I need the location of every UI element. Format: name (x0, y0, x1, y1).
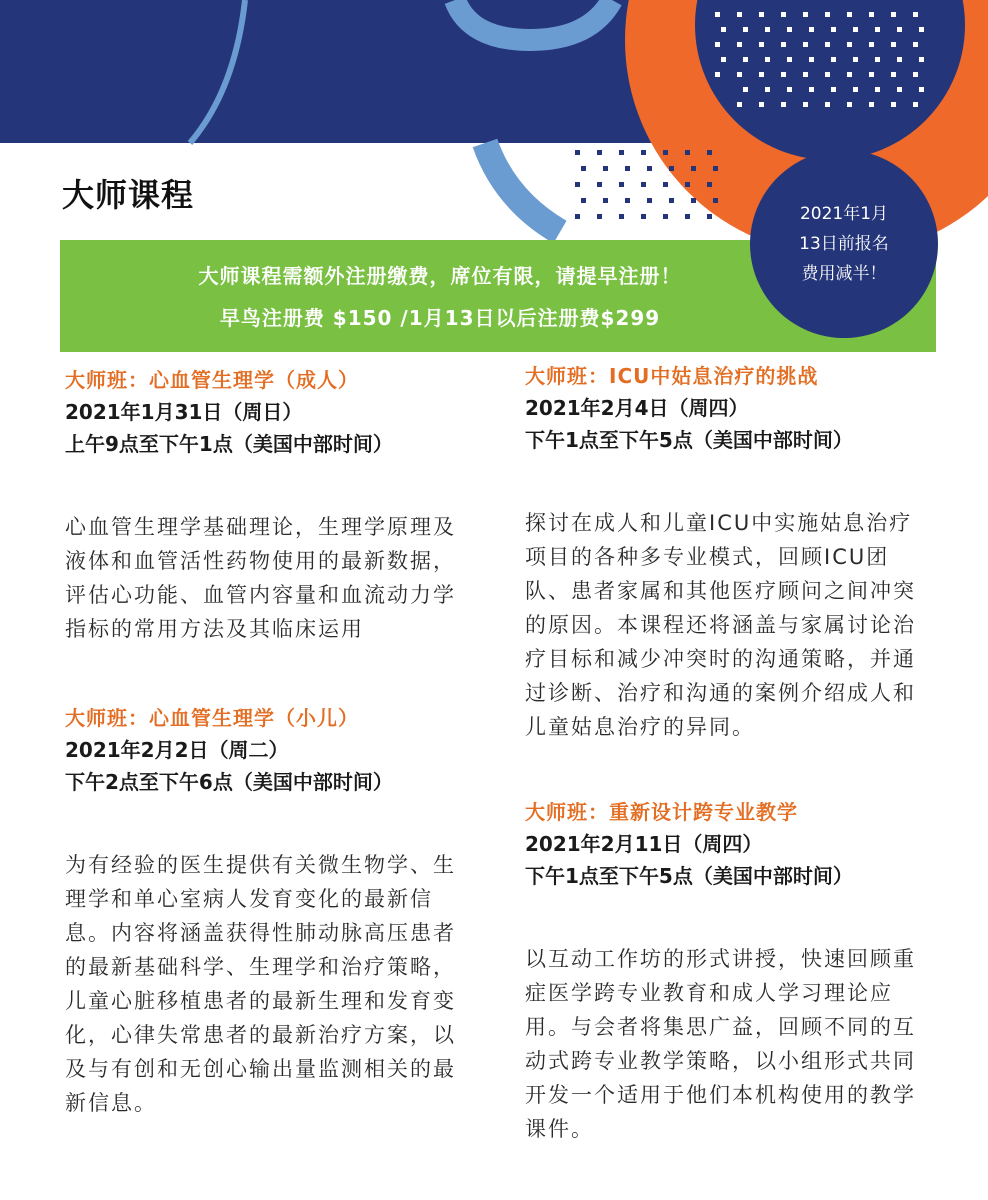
dot (743, 27, 748, 32)
dot (619, 182, 624, 187)
dot (715, 72, 720, 77)
dot (897, 57, 902, 62)
early-bird-badge (750, 150, 938, 338)
dot (913, 12, 918, 17)
dot (707, 150, 712, 155)
dot (707, 182, 712, 187)
dot (641, 150, 646, 155)
dot (781, 72, 786, 77)
dot (743, 57, 748, 62)
dot (891, 102, 896, 107)
dot (619, 150, 624, 155)
dot (685, 182, 690, 187)
dot (669, 166, 674, 171)
dot (603, 198, 608, 203)
dot (847, 12, 852, 17)
dot (913, 72, 918, 77)
course-time: 上午9点至下午1点（美国中部时间） (65, 432, 393, 456)
dot (913, 102, 918, 107)
dot (869, 12, 874, 17)
dot (847, 102, 852, 107)
course-description: 心血管生理学基础理论，生理学原理及液体和血管活性药物使用的最新数据，评估心功能、血管内容量和血流动力学指标的常用方法及其临床运用 (65, 515, 456, 641)
dot (869, 102, 874, 107)
dot (869, 72, 874, 77)
dot (691, 166, 696, 171)
course-description: 为有经验的医生提供有关微生物学、生理学和单心室病人发育变化的最新信息。内容将涵盖获得性肺动脉高压患者的最新基础科学、生理学和治疗策略，儿童心脏移植患者的最新生理和发育变化，心律失常患者的最新治疗方案，以及与有创和无创心输出量监测相关的最新信息。 (65, 853, 456, 1115)
dot (825, 42, 830, 47)
dot (759, 102, 764, 107)
dot (875, 57, 880, 62)
dot (781, 102, 786, 107)
dot (669, 198, 674, 203)
dot (685, 150, 690, 155)
dot (787, 87, 792, 92)
dot (625, 166, 630, 171)
dot (825, 72, 830, 77)
course-date: 2021年2月11日（周四） (525, 832, 763, 856)
dot (919, 57, 924, 62)
dot (765, 57, 770, 62)
dot (647, 166, 652, 171)
header-ring-light-blue (485, 143, 560, 232)
dot (707, 214, 712, 219)
dot (831, 57, 836, 62)
dot (647, 198, 652, 203)
banner-line-1: 大师课程需额外注册缴费，席位有限，请提早注册！ (198, 264, 682, 288)
dot (685, 214, 690, 219)
badge-line-1: 2021年1月 (799, 204, 889, 224)
dot (663, 150, 668, 155)
course-time: 下午2点至下午6点（美国中部时间） (65, 770, 393, 794)
dot (825, 102, 830, 107)
dot (919, 87, 924, 92)
dot (737, 12, 742, 17)
dot (663, 182, 668, 187)
dot (641, 182, 646, 187)
dot (575, 214, 580, 219)
dot (721, 27, 726, 32)
dot (575, 182, 580, 187)
course-card-adult-cardio (65, 364, 475, 646)
course-title: 大师班：重新设计跨专业教学 (525, 800, 798, 824)
dot (781, 42, 786, 47)
course-title: 大师班：心血管生理学（小儿） (65, 706, 359, 730)
course-card-icu-palliative (525, 360, 935, 744)
dot (663, 214, 668, 219)
course-title: 大师班：ICU中姑息治疗的挑战 (525, 364, 819, 388)
badge-line-2: 13日前报名 (799, 234, 889, 254)
dot (737, 102, 742, 107)
dot (831, 27, 836, 32)
dot (713, 198, 718, 203)
dot (847, 72, 852, 77)
dot (575, 150, 580, 155)
page-title: 大师课程 (62, 176, 195, 214)
dot (715, 42, 720, 47)
dot (759, 42, 764, 47)
dot (597, 214, 602, 219)
dot (809, 27, 814, 32)
badge-line-3: 费用减半！ (801, 264, 887, 284)
dot (891, 12, 896, 17)
course-card-pediatric-cardio (65, 702, 475, 1120)
dot (737, 42, 742, 47)
course-description: 以互动工作坊的形式讲授，快速回顾重症医学跨专业教育和成人学习理论应用。与会者将集思广益，回顾不同的互动式跨专业教学策略，以小组形式共同开发一个适用于他们本机构使用的教学课件。 (525, 947, 916, 1141)
dot (765, 87, 770, 92)
dot (809, 57, 814, 62)
course-date: 2021年2月4日（周四） (525, 396, 749, 420)
dot (803, 72, 808, 77)
dot (737, 72, 742, 77)
dot (919, 27, 924, 32)
course-time: 下午1点至下午5点（美国中部时间） (525, 428, 853, 452)
dot (853, 87, 858, 92)
dot (875, 87, 880, 92)
dot (603, 166, 608, 171)
dot (853, 27, 858, 32)
dot (641, 214, 646, 219)
dot (759, 72, 764, 77)
dot (913, 42, 918, 47)
dot (597, 182, 602, 187)
dot (869, 42, 874, 47)
dot (721, 57, 726, 62)
dot (891, 72, 896, 77)
dot (765, 27, 770, 32)
course-date: 2021年2月2日（周二） (65, 738, 289, 762)
dot (759, 12, 764, 17)
dot (691, 198, 696, 203)
dot (803, 42, 808, 47)
dot (787, 57, 792, 62)
dot (581, 198, 586, 203)
dot (787, 27, 792, 32)
banner-line-2: 早鸟注册费 $150 /1月13日以后注册费$299 (219, 306, 661, 330)
dot (781, 12, 786, 17)
dot (897, 27, 902, 32)
dot (715, 12, 720, 17)
course-time: 下午1点至下午5点（美国中部时间） (525, 864, 853, 888)
dot (825, 12, 830, 17)
dot (809, 87, 814, 92)
dot (713, 166, 718, 171)
dot (875, 27, 880, 32)
dot (831, 87, 836, 92)
dot (803, 12, 808, 17)
dot (619, 214, 624, 219)
dot (625, 198, 630, 203)
dot (803, 102, 808, 107)
course-card-interprofessional-teaching (525, 796, 935, 1146)
dot (581, 166, 586, 171)
dot (743, 87, 748, 92)
dot (853, 57, 858, 62)
dot (847, 42, 852, 47)
dot (891, 42, 896, 47)
dot (597, 150, 602, 155)
dot (897, 87, 902, 92)
course-title: 大师班：心血管生理学（成人） (65, 368, 359, 392)
course-description: 探讨在成人和儿童ICU中实施姑息治疗项目的各种多专业模式，回顾ICU团队、患者家属和其他医疗顾问之间冲突的原因。本课程还将涵盖与家属讨论治疗目标和减少冲突时的沟通策略，并通过诊断、治疗和沟通的案例介绍成人和儿童姑息治疗的异同。 (525, 511, 916, 739)
course-date: 2021年1月31日（周日） (65, 400, 303, 424)
